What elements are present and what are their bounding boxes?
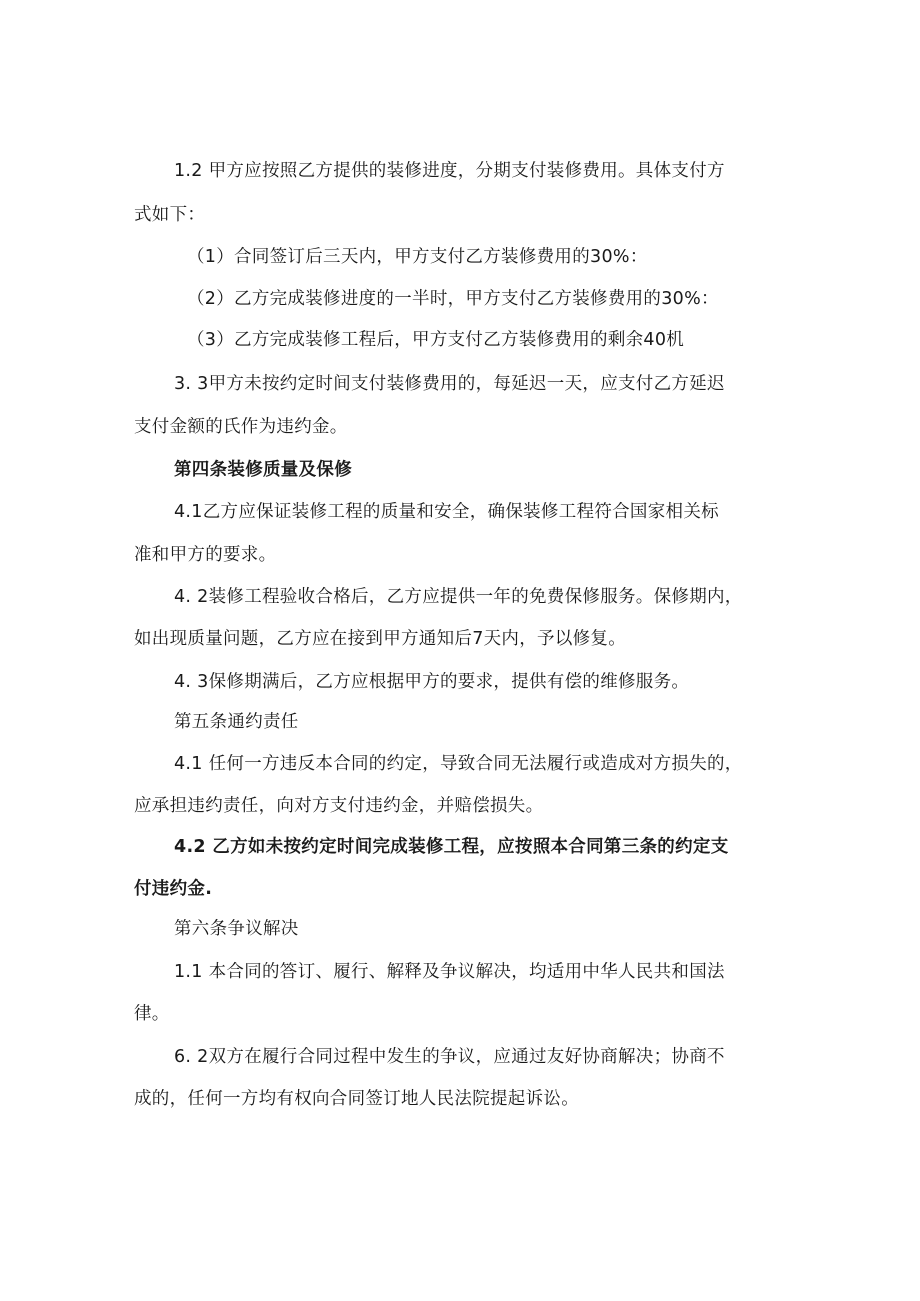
clause-3-3-line-1: 3. 3甲方未按约定时间支付装修费用的，每延迟一天，应支付乙方延迟 (174, 374, 725, 394)
clause-5-2-line-2: 付违约金. (134, 879, 213, 899)
clause-4-2-line-1: 4. 2装修工程验收合格后，乙方应提供一年的免费保修服务。保修期内， (174, 587, 743, 607)
payment-item-2: （2）乙方完成装修进度的一半时，甲方支付乙方装修费用的30%： (187, 289, 719, 309)
clause-5-1-line-1: 4.1 任何一方违反本合同的约定，导致合同无法履行或造成对方损失的， (174, 754, 743, 774)
clause-5-2-line-1: 4.2 乙方如未按约定时间完成装修工程，应按照本合同第三条的约定支 (174, 837, 729, 857)
clause-6-2-line-2: 成的，任何一方均有权向合同签订地人民法院提起诉讼。 (134, 1089, 579, 1109)
clause-4-1-line-1: 4.1乙方应保证装修工程的质量和安全，确保装修工程符合国家相关标 (174, 502, 719, 522)
clause-3-3-line-2: 支付金额的氏作为违约金。 (134, 417, 348, 437)
clause-4-3-line: 4. 3保修期满后，乙方应根据甲方的要求，提供有偿的维修服务。 (174, 672, 690, 692)
section-4-heading: 第四条装修质量及保修 (174, 460, 352, 480)
payment-item-1: （1）合同签订后三天内，甲方支付乙方装修费用的30%： (187, 247, 648, 267)
clause-4-2-line-2: 如出现质量问题，乙方应在接到甲方通知后7天内，予以修复。 (134, 629, 627, 649)
clause-1-2-line-2: 式如下： (134, 205, 206, 225)
clause-6-1-line-1: 1.1 本合同的答订、履行、解释及争议解决，均适用中华人民共和国法 (174, 962, 725, 982)
section-5-heading: 第五条通约责任 (174, 712, 299, 732)
clause-1-2-line-1: 1.2 甲方应按照乙方提供的装修进度，分期支付装修费用。具体支付方 (174, 161, 725, 181)
clause-4-1-line-2: 准和甲方的要求。 (134, 545, 277, 565)
clause-6-2-line-1: 6. 2双方在履行合同过程中发生的争议，应通过友好协商解决；协商不 (174, 1047, 725, 1067)
clause-5-1-line-2: 应承担违约责任，向对方支付违约金，并赔偿损失。 (134, 796, 544, 816)
payment-item-3: （3）乙方完成装修工程后，甲方支付乙方装修费用的剩余40机 (187, 330, 685, 350)
section-6-heading: 第六条争议解决 (174, 919, 299, 939)
clause-6-1-line-2: 律。 (134, 1004, 170, 1024)
